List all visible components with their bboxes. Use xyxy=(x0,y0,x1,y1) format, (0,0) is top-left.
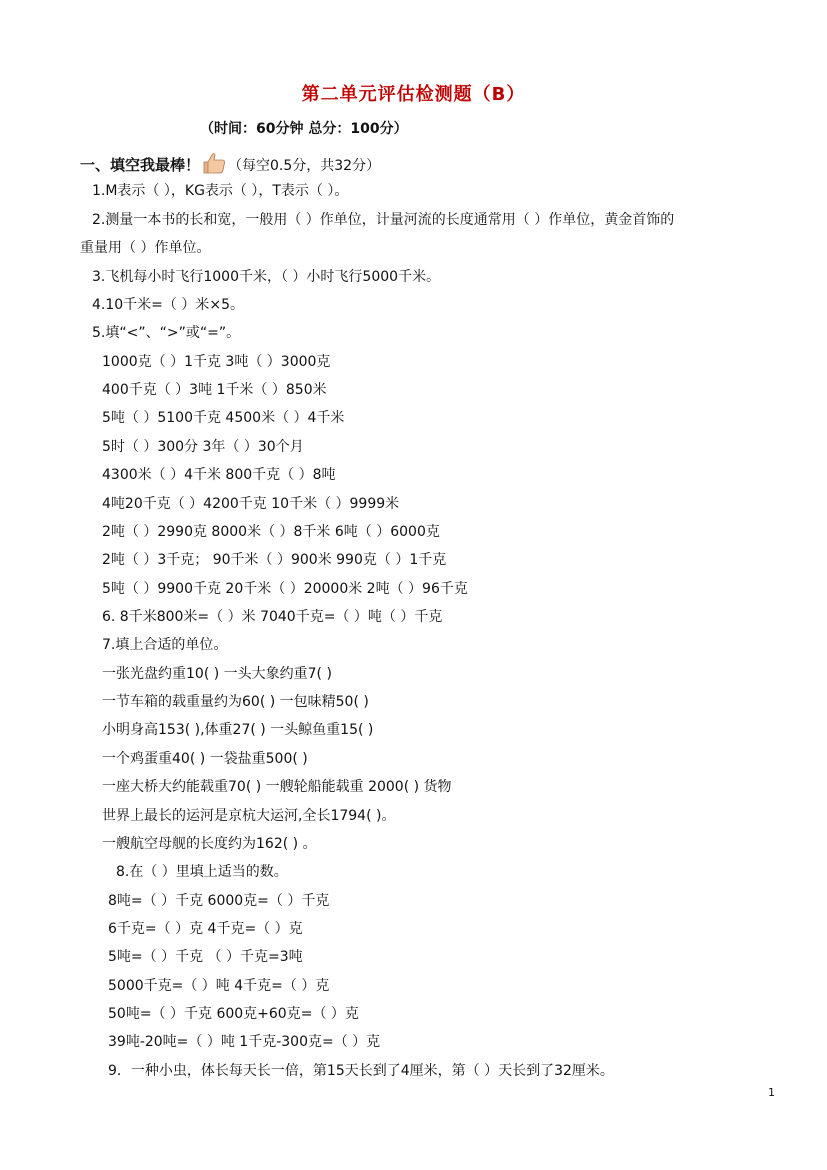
page-number: 1 xyxy=(768,1086,775,1099)
question-line: 重量用（ ）作单位。 xyxy=(80,240,211,256)
question-line: 5吨（ ）9900千克 20千米（ ）20000米 2吨（ ）96千克 xyxy=(102,581,468,597)
question-line: 1.M表示（ ），KG表示（ ），T表示（ ）。 xyxy=(92,183,349,199)
question-line: 4吨20千克（ ）4200千克 10千米（ ）9999米 xyxy=(102,496,400,512)
question-line: 50吨=（ ）千克 600克+60克=（ ）克 xyxy=(108,1006,359,1022)
question-line: 小明身高153( ),体重27( ) 一头鲸鱼重15( ) xyxy=(102,722,374,738)
question-line: 400千克（ ）3吨 1千米（ ）850米 xyxy=(102,382,327,398)
question-line: 6. 8千米800米=（ ）米 7040千克=（ ）吨（ ）千克 xyxy=(102,609,443,625)
thumbs-up-icon xyxy=(202,152,226,180)
question-line: 一座大桥大约能载重70( ) 一艘轮船能载重 2000( ) 货物 xyxy=(102,779,452,795)
page-title: 第二单元评估检测题（B） xyxy=(301,84,526,105)
page-subtitle: （时间：60分钟 总分：100分） xyxy=(200,121,408,137)
question-line: 8吨=（ ）千克 6000克=（ ）千克 xyxy=(108,893,330,909)
question-line: 5吨（ ）5100千克 4500米（ ）4千米 xyxy=(102,410,345,426)
question-line: 5000千克=（ ）吨 4千克=（ ）克 xyxy=(108,978,330,994)
question-line: 一节车箱的载重量约为60( ) 一包味精50( ) xyxy=(102,694,369,710)
question-line: 8.在（ ）里填上适当的数。 xyxy=(116,864,288,880)
question-line: 一个鸡蛋重40( ) 一袋盐重500( ) xyxy=(102,751,308,767)
question-line: 7.填上合适的单位。 xyxy=(102,637,228,653)
question-line: 2吨（ ）3千克； 90千米（ ）900米 990克（ ）1千克 xyxy=(102,552,447,568)
question-line: 一艘航空母舰的长度约为162( ) 。 xyxy=(102,836,317,852)
question-line: 5吨=（ ）千克 （ ）千克=3吨 xyxy=(108,949,303,965)
question-line: 39吨-20吨=（ ）吨 1千克-300克=（ ）克 xyxy=(108,1034,381,1050)
question-line: 1000克（ ）1千克 3吨（ ）3000克 xyxy=(102,354,331,370)
section-1-heading xyxy=(80,152,380,180)
question-line: 2.测量一本书的长和宽，一般用（ ）作单位，计量河流的长度通常用（ ）作单位，黄金首饰的 xyxy=(92,212,675,228)
question-line: 世界上最长的运河是京杭大运河,全长1794( )。 xyxy=(102,808,396,824)
question-line: 一张光盘约重10( ) 一头大象约重7( ) xyxy=(102,666,332,682)
question-line: 2吨（ ）2990克 8000米（ ）8千米 6吨（ ）6000克 xyxy=(102,524,440,540)
question-line: 6千克=（ ）克 4千克=（ ）克 xyxy=(108,921,303,937)
question-line: 9．一种小虫，体长每天长一倍，第15天长到了4厘米，第（ ）天长到了32厘米。 xyxy=(108,1063,614,1079)
question-line: 4300米（ ）4千米 800千克（ ）8吨 xyxy=(102,467,336,483)
question-line: 3.飞机每小时飞行1000千米，（ ）小时飞行5000千米。 xyxy=(92,269,441,285)
question-line: 5时（ ）300分 3年（ ）30个月 xyxy=(102,439,304,455)
question-line: 5.填“<”、“>”或“=”。 xyxy=(92,325,241,341)
section-score-note: （每空0.5分，共32分） xyxy=(228,158,381,174)
question-line: 4.10千米=（ ）米×5。 xyxy=(92,297,244,313)
section-heading-text: 一、填空我最棒！ xyxy=(80,156,201,174)
